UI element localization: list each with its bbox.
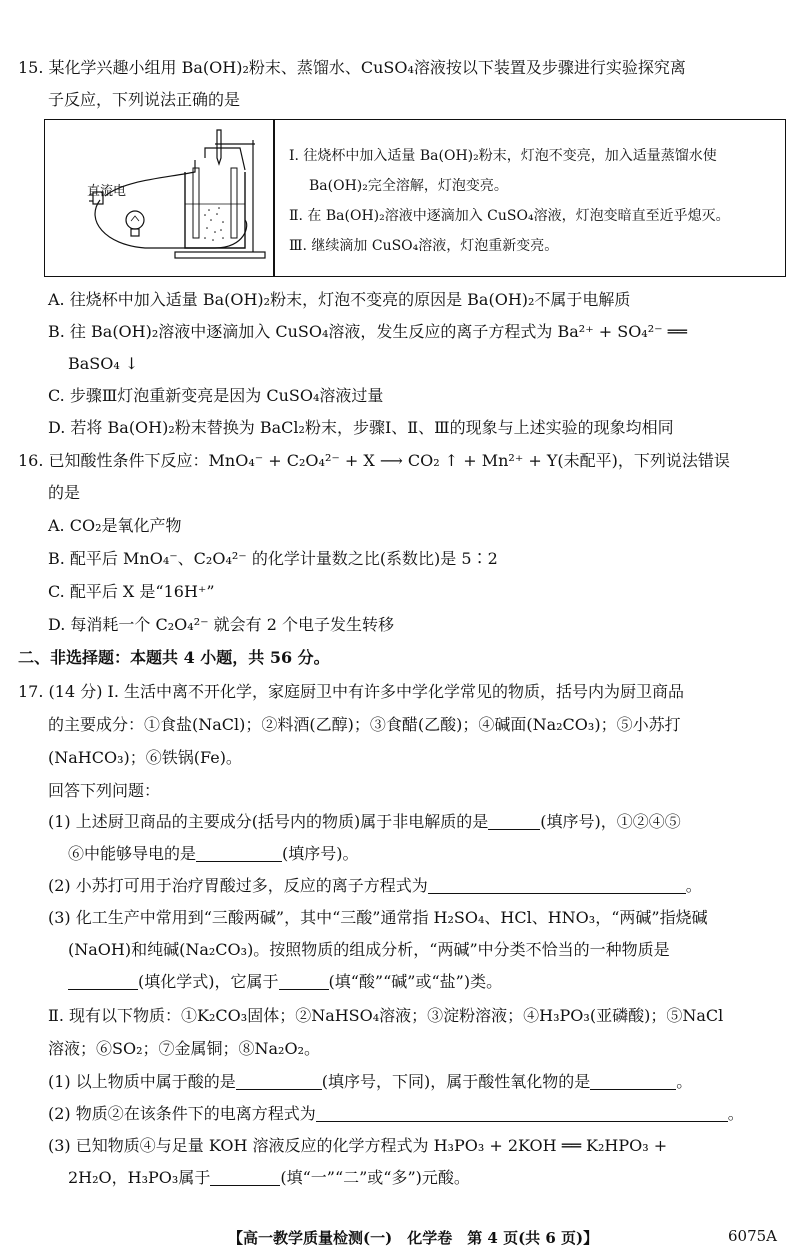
q17-i-part1-text-d: (填序号)。 (282, 844, 359, 863)
q17-ii-part3-text-b: 2H₂O，H₃PO₃属于 (68, 1168, 211, 1187)
q17-i-part1-text-a: (1) 上述厨卫商品的主要成分(括号内的物质)属于非电解质的是 (48, 812, 489, 831)
q17-i-part3-line2: (NaOH)和纯碱(Na₂CO₃)。按照物质的组成分析，“两碱”中分类不恰当的一种物质是 (68, 940, 670, 959)
q15-stem-line2: 子反应，下列说法正确的是 (48, 90, 241, 109)
q17-intro-line3: (NaHCO₃)；⑥铁锅(Fe)。 (48, 748, 242, 767)
answer-blank[interactable] (210, 1169, 280, 1186)
step-3: Ⅲ. 继续滴加 CuSO₄溶液，灯泡重新变亮。 (289, 238, 559, 254)
q17-ii-part1-text-a: (1) 以上物质中属于酸的是 (48, 1072, 236, 1091)
q17-i-part3-line3 (68, 972, 502, 992)
q15-option-b-line1: B. 往 Ba(OH)₂溶液中逐滴加入 CuSO₄溶液，发生反应的离子方程式为 Ba²⁺ + SO₄²⁻ ══ (48, 322, 687, 341)
q15-stem-line1: 15. 某化学兴趣小组用 Ba(OH)₂粉末、蒸馏水、CuSO₄溶液按以下装置及步骤进行实验探究离 (18, 58, 686, 77)
q17-intro-line1: 17. (14 分) Ⅰ. 生活中离不开化学，家庭厨卫中有许多中学化学常见的物质，括号内为厨卫商品 (18, 682, 685, 701)
answer-blank[interactable] (316, 1105, 728, 1122)
q17-ii-part1 (48, 1072, 692, 1092)
q17-ii-part3-text-c: (填“一”“二”或“多”)元酸。 (280, 1168, 470, 1187)
answer-blank[interactable] (279, 973, 329, 990)
q17-ii-part1-text-b: (填序号，下同)，属于酸性氧化物的是 (321, 1072, 591, 1091)
q15-option-a: A. 往烧杯中加入适量 Ba(OH)₂粉末，灯泡不变亮的原因是 Ba(OH)₂不属于电解质 (48, 290, 631, 309)
q16-option-a: A. CO₂是氧化产物 (48, 516, 182, 535)
q16-stem-line1: 16. 已知酸性条件下反应：MnO₄⁻ + C₂O₄²⁻ + X ⟶ CO₂ ↑ + Mn²⁺ + Y(未配平)，下列说法错误 (18, 451, 730, 470)
q17-ii-intro-line1: Ⅱ. 现有以下物质：①K₂CO₃固体；②NaHSO₄溶液；③淀粉溶液；④H₃PO₃(亚磷酸)；⑤NaCl (48, 1006, 724, 1025)
q16-option-c: C. 配平后 X 是“16H⁺” (48, 582, 215, 601)
q17-i-part1-text-c: ⑥中能够导电的是 (68, 844, 197, 863)
q17-ii-part3-line1: (3) 已知物质④与足量 KOH 溶液反应的化学方程式为 H₃PO₃ + 2KOH ══ K₂HPO₃ + (48, 1136, 668, 1155)
q17-i-part2-end: 。 (685, 876, 702, 895)
bulb-icon (126, 211, 144, 236)
page-footer: 【高一教学质量检测(一) 化学卷 第 4 页(共 6 页)】 (228, 1229, 599, 1247)
apparatus-diagram (45, 120, 273, 276)
q17-prompt: 回答下列问题： (48, 781, 161, 800)
q15-option-d: D. 若将 Ba(OH)₂粉末替换为 BaCl₂粉末，步骤Ⅰ、Ⅱ、Ⅲ的现象与上述实验的现象均相同 (48, 418, 674, 437)
q17-ii-part1-end: 。 (676, 1072, 693, 1091)
q17-ii-part2-text: (2) 物质②在该条件下的电离方程式为 (48, 1104, 316, 1123)
q15-option-c: C. 步骤Ⅲ灯泡重新变亮是因为 CuSO₄溶液过量 (48, 386, 384, 405)
answer-blank[interactable] (428, 877, 686, 894)
q17-i-part3-text-c: (填化学式)，它属于 (138, 972, 279, 991)
answer-blank[interactable] (68, 973, 138, 990)
box-divider (273, 120, 275, 276)
q17-i-part3-line1: (3) 化工生产中常用到“三酸两碱”，其中“三酸”通常指 H₂SO₄、HCl、HNO₃，“两碱”指烧碱 (48, 908, 708, 927)
q17-ii-part2-end: 。 (727, 1104, 744, 1123)
apparatus-label: 直流电 (87, 184, 127, 199)
answer-blank[interactable] (196, 845, 282, 862)
q17-ii-part3-line2 (68, 1168, 470, 1188)
q17-intro-line2: 的主要成分：①食盐(NaCl)；②料酒(乙醇)；③食醋(乙酸)；④碱面(Na₂CO₃)；⑤小苏打 (48, 715, 681, 734)
experiment-box (44, 119, 786, 277)
q16-option-b: B. 配平后 MnO₄⁻、C₂O₄²⁻ 的化学计量数之比(系数比)是 5∶2 (48, 549, 498, 568)
q17-i-part1-line2 (68, 844, 359, 864)
q16-stem-line2: 的是 (48, 483, 81, 502)
q15-option-b-line2: BaSO₄ ↓ (68, 354, 139, 373)
step-1-line1: Ⅰ. 往烧杯中加入适量 Ba(OH)₂粉末，灯泡不变亮，加入适量蒸馏水使 (289, 148, 717, 164)
answer-blank[interactable] (590, 1073, 676, 1090)
q17-i-part3-text-d: (填“酸”“碱”或“盐”)类。 (328, 972, 503, 991)
q17-i-part1-line1 (48, 812, 681, 832)
q17-i-part2-text: (2) 小苏打可用于治疗胃酸过多，反应的离子方程式为 (48, 876, 428, 895)
answer-blank[interactable] (488, 813, 540, 830)
step-1-line2: Ba(OH)₂完全溶解，灯泡变亮。 (309, 178, 508, 194)
q17-ii-intro-line2: 溶液；⑥SO₂；⑦金属铜；⑧Na₂O₂。 (48, 1039, 320, 1058)
q17-i-part2 (48, 876, 702, 896)
step-2: Ⅱ. 在 Ba(OH)₂溶液中逐滴加入 CuSO₄溶液，灯泡变暗直至近乎熄灭。 (289, 208, 730, 224)
q16-option-d: D. 每消耗一个 C₂O₄²⁻ 就会有 2 个电子发生转移 (48, 615, 395, 634)
q17-ii-part2 (48, 1104, 744, 1124)
paper-code: 6075A (728, 1227, 778, 1245)
beaker-icon (185, 168, 245, 248)
q17-i-part1-text-b: (填序号)，①②④⑤ (540, 812, 681, 831)
section-heading: 二、非选择题：本题共 4 小题，共 56 分。 (18, 648, 330, 667)
answer-blank[interactable] (236, 1073, 322, 1090)
